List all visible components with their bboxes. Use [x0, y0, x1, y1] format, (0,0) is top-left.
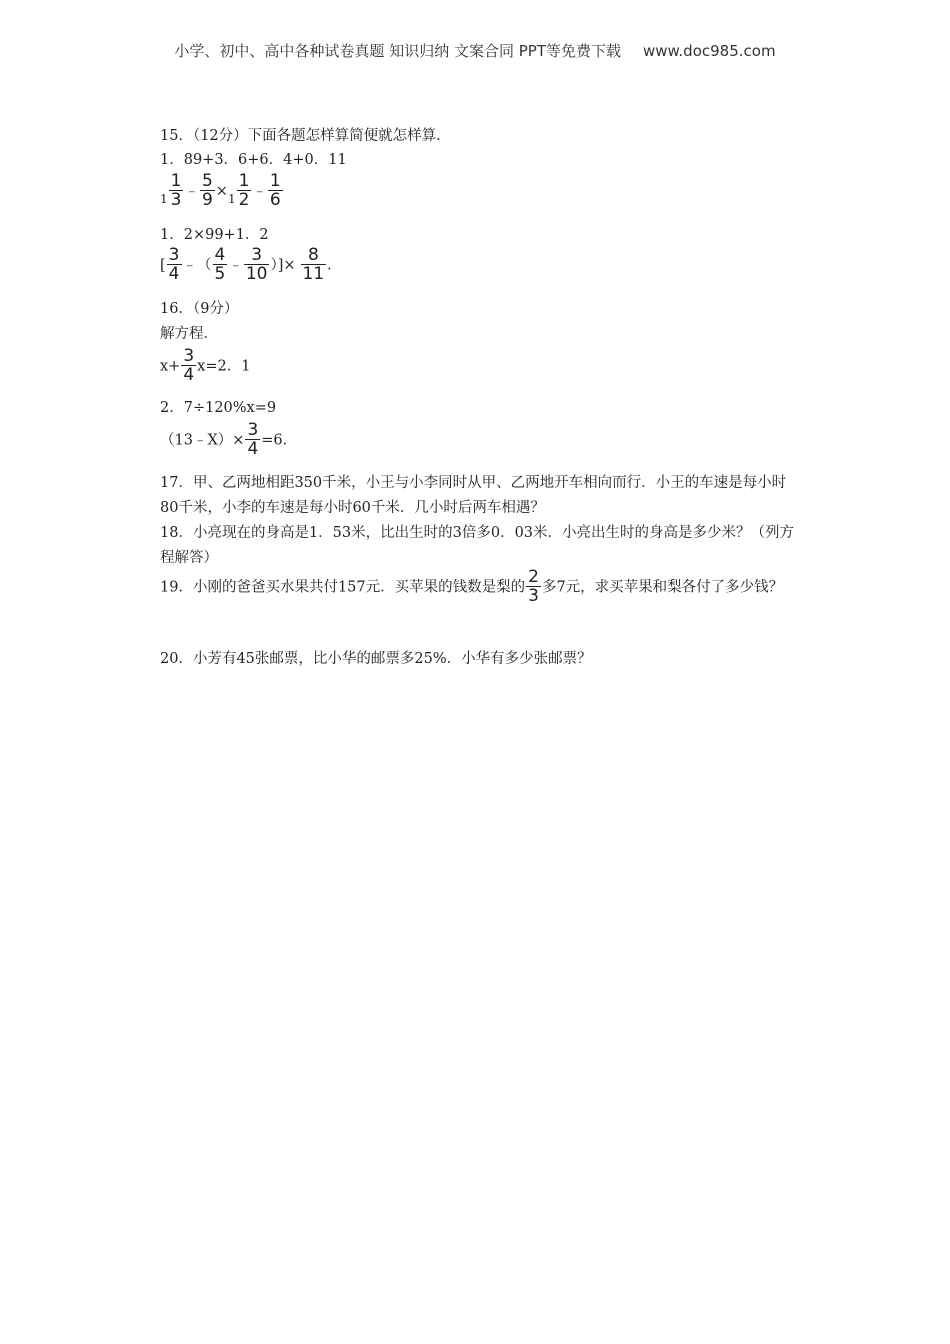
fraction: $\frac{3}{4}$ — [247, 420, 259, 459]
fraction: $\frac{3}{4}$ — [168, 245, 180, 284]
q18-text: 18．小亮现在的身高是1．53米，比出生时的3倍多0．03米．小亮出生时的身高是多少米？（列方程解答） — [160, 525, 795, 566]
page-header — [0, 40, 950, 61]
fraction: $\frac{3}{4}$ — [183, 346, 195, 385]
q15-expr2: $_1$ $\frac{1}{3}$ ﹣ $\frac{5}{9}$ $\times_1$ $\frac{1}{2}$ ﹣ $\frac{1}{6}$ — [160, 171, 281, 210]
fraction: $\frac{1}{6}$ — [269, 171, 281, 210]
fraction: $\frac{3}{10}$ — [245, 245, 268, 284]
fraction: $\frac{5}{9}$ — [201, 171, 213, 210]
q17-text: 17．甲、乙两地相距350千米，小王与小李同时从甲、乙两地开车相向而行．小王的车速是每小时80千米，小李的车速是每小时60千米．几小时后两车相遇？ — [160, 475, 787, 516]
header-text: 小学、初中、高中各种试卷真题 知识归纳 文案合同 PPT等免费下载 — [174, 42, 621, 60]
q15-expr1: 1．89+3．6+6．4+0．11 — [160, 152, 347, 168]
q15-expr3: 1．2×99+1．2 — [160, 227, 269, 243]
fraction: $\frac{8}{11}$ — [302, 245, 325, 284]
fraction: $\frac{4}{5}$ — [214, 245, 226, 284]
q16-eq3: （13﹣X）× $\frac{3}{4}$ =6． — [160, 420, 298, 459]
q15-expr4: [ $\frac{3}{4}$ ﹣（ $\frac{4}{5}$ ﹣ $\frac{3}{10}$ ）]× $\frac{8}{11}$ ． — [160, 245, 342, 284]
fraction: $\frac{2}{3}$ — [528, 567, 539, 606]
header-site: www.doc985.com — [642, 42, 776, 60]
q16-title: 16．（9分） — [160, 301, 239, 317]
q20-text: 20．小芳有45张邮票，比小华的邮票多25%．小华有多少张邮票？ — [160, 651, 592, 667]
q16-eq1: x+ $\frac{3}{4}$ x=2．1 — [160, 346, 251, 385]
q19-text: 19．小刚的爸爸买水果共付157元．买苹果的钱数是梨的 $\frac{2}{3}$ 多7元，求买苹果和梨各付了多少钱？ — [160, 567, 784, 606]
fraction: $\frac{1}{2}$ — [238, 171, 250, 210]
fraction: $\frac{1}{3}$ — [170, 171, 182, 210]
q16-eq2: 2．7÷120%x=9 — [160, 400, 277, 416]
q15-title: 15．（12分）下面各题怎样算简便就怎样算． — [160, 128, 451, 144]
q16-subtitle: 解方程． — [160, 326, 218, 342]
